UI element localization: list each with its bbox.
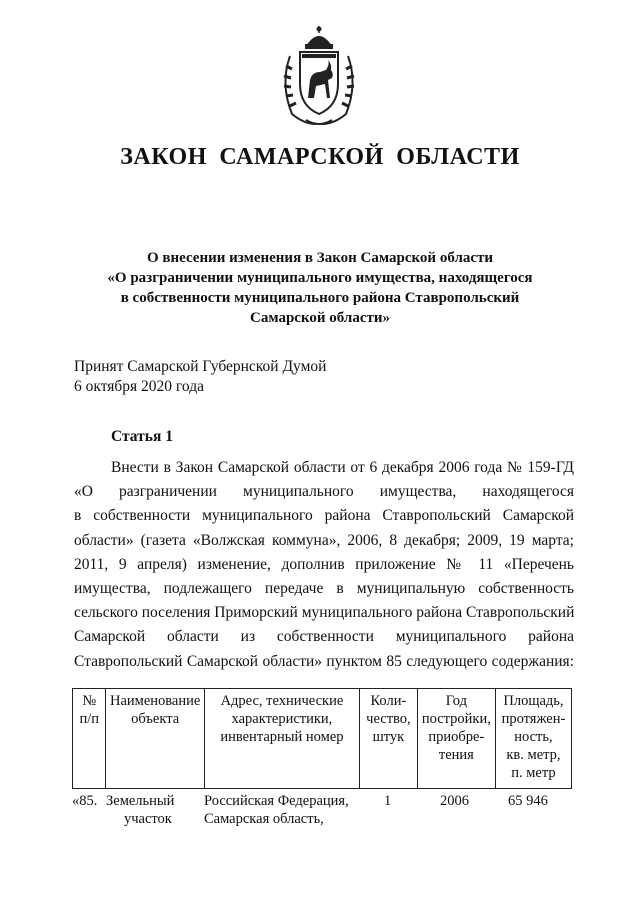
article-body [74, 456, 574, 674]
header-text: Наименование [109, 693, 201, 709]
row-name-line: участок [124, 811, 172, 827]
row-area: 65 946 [508, 793, 548, 809]
row-address-line: Самарская область, [204, 811, 324, 827]
body-line: Ставропольский Самарской области» пунктом 85 следующего содержания: [74, 652, 574, 670]
header-text: ность, [514, 729, 553, 745]
subtitle-line: Самарской области» [250, 310, 390, 326]
header-name [106, 689, 204, 789]
header-text: п. метр [511, 765, 556, 781]
property-table [72, 688, 572, 789]
subtitle-line: О внесении изменения в Закон Самарской области [146, 250, 494, 266]
subtitle-line: в собственности муниципального района Ставропольский [120, 290, 520, 306]
header-year [417, 689, 495, 789]
adoption-date: 6 октября 2020 года [74, 378, 204, 395]
header-text: тения [438, 747, 474, 763]
body-line: «О разграничении муниципального имущества, находящегося [74, 483, 574, 501]
header-text: Год [445, 693, 468, 709]
header-text: объекта [131, 711, 180, 727]
law-title: ЗАКОН САМАРСКОЙ ОБЛАСТИ [120, 144, 520, 170]
row-number: «85. [72, 793, 98, 809]
adoption-body: Принят Самарской Губернской Думой [74, 358, 327, 375]
row-name-line: Земельный [106, 793, 175, 809]
header-text: п/п [79, 711, 100, 727]
adoption-note [74, 357, 326, 397]
body-line: 2011, 9 апреля) изменение, дополнив приложение № 11 «Перечень [74, 555, 574, 573]
law-subtitle [60, 248, 580, 328]
samara-coat-of-arms-icon [276, 24, 362, 128]
body-line: сельского поселения Приморский муниципального района Ставропольский [74, 604, 574, 622]
header-text: постройки, [421, 711, 491, 727]
body-line: области» (газета «Волжская коммуна», 2006, 8 декабря; 2009, 19 марта; [74, 531, 574, 549]
header-text: чество, [366, 711, 411, 727]
table-header-row [73, 689, 572, 789]
body-line: Самарской области из собственности муниципального района [74, 628, 574, 646]
header-text: инвентарный номер [220, 729, 344, 745]
header-text: Коли- [370, 693, 407, 709]
body-line: в собственности муниципального района Ставропольский Самарской [74, 507, 574, 525]
header-area [495, 689, 571, 789]
row-address [204, 792, 349, 828]
header-text: кв. метр, [506, 747, 561, 763]
header-qty [360, 689, 418, 789]
subtitle-line: «О разграничении муниципального имущества, находящегося [107, 270, 533, 286]
body-line: Внести в Закон Самарской области от 6 декабря 2006 года № 159-ГД [111, 459, 574, 476]
header-text: № [82, 693, 97, 709]
row-year: 2006 [440, 793, 469, 809]
body-line: имущества, подлежащего передаче в муниципальную собственность [74, 579, 574, 597]
row-qty: 1 [384, 793, 392, 809]
header-address [204, 689, 359, 789]
header-text: штук [372, 729, 405, 745]
header-text: характеристики, [231, 711, 333, 727]
row-name [106, 792, 174, 828]
header-text: приобре- [428, 729, 485, 745]
header-text: протяжен- [501, 711, 566, 727]
header-num [73, 689, 106, 789]
header-text: Площадь, [503, 693, 564, 709]
article-heading: Статья 1 [111, 428, 173, 445]
row-address-line: Российская Федерация, [204, 793, 349, 809]
header-text: Адрес, технические [220, 693, 344, 709]
